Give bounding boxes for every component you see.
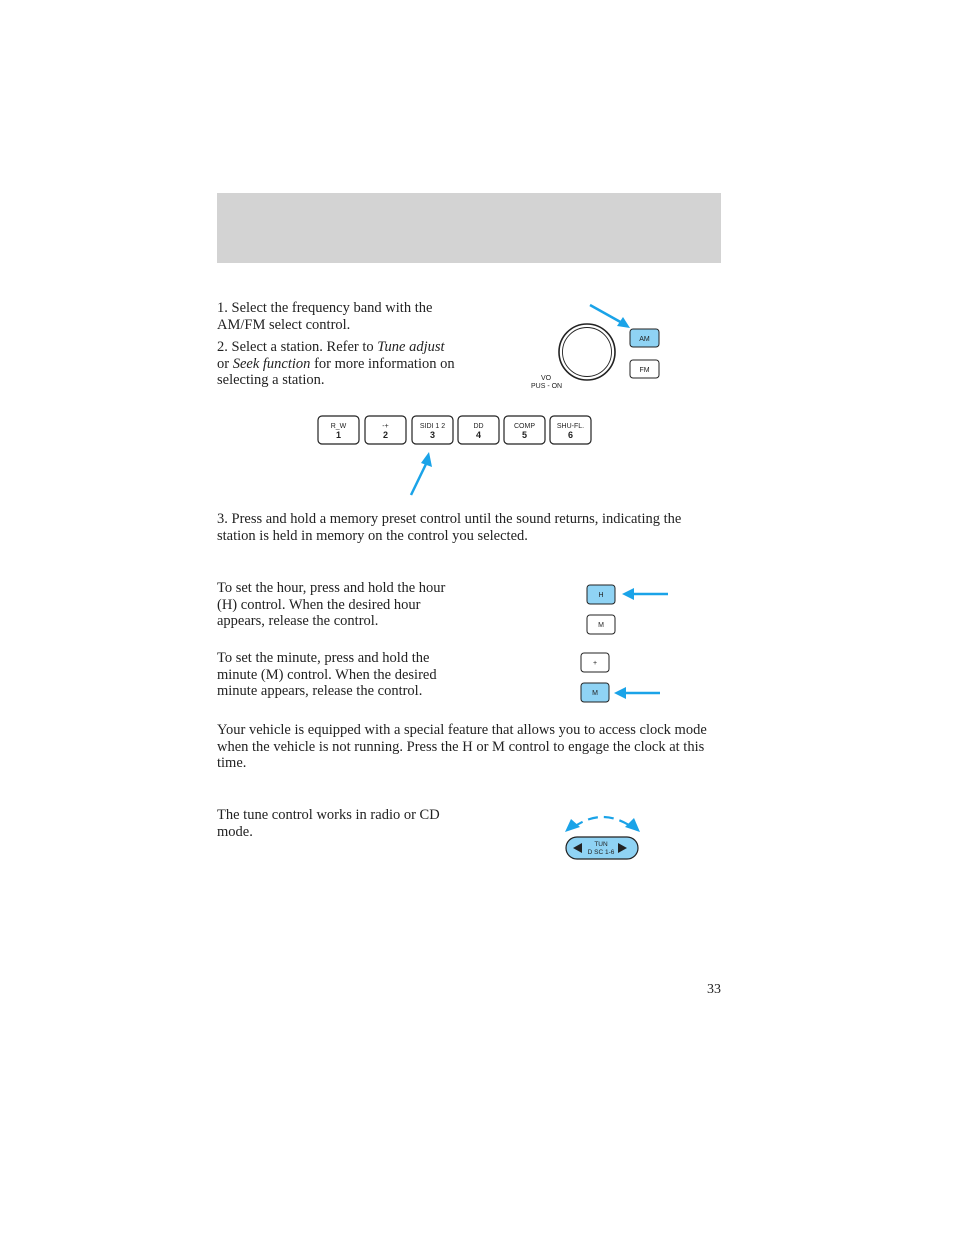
volume-knob[interactable] — [559, 324, 615, 380]
svg-text:4: 4 — [475, 430, 482, 440]
svg-text:R_W: R_W — [330, 423, 347, 430]
clock-hour-text: To set the hour, press and hold the hour (H) control. When the desired hour appears, release the control. — [217, 580, 446, 629]
clock-minute-text: To set the minute, press and hold the minute (M) control. When the desired minute appears, release the control. — [217, 650, 437, 699]
preset-button-5[interactable] — [504, 416, 545, 444]
step-3-text: 3. Press and hold a memory preset control until the sound returns, indicating the station is held in memory on the control you selected. — [217, 511, 682, 544]
svg-text:DD: DD — [473, 423, 484, 430]
arrow-to-am-icon — [590, 305, 630, 328]
section-header-band — [217, 193, 721, 263]
preset-buttons — [316, 414, 596, 499]
step-2-text: 2. Select a station. Refer to Tune adjust or Seek function for more information on selecting a station. — [217, 339, 455, 388]
step-1-text: 1. Select the frequency band with the AM/FM select control. — [217, 300, 433, 333]
svg-text:1: 1 — [335, 430, 342, 440]
tune-text: The tune control works in radio or CD mode. — [217, 807, 440, 840]
svg-text:SHU-FL.: SHU-FL. — [556, 423, 585, 430]
svg-text:SIDI 1 2: SIDI 1 2 — [419, 423, 446, 430]
page-number: 33 — [707, 982, 721, 997]
tune-arrows-icon — [565, 817, 640, 832]
svg-text:H: H — [598, 592, 604, 599]
svg-text:-+: -+ — [382, 423, 389, 430]
radio-illustration — [520, 300, 670, 395]
tune-illustration — [560, 805, 650, 865]
am-label: AM — [639, 336, 650, 343]
svg-text:M: M — [592, 690, 598, 697]
clock-feature-text: Your vehicle is equipped with a special feature that allows you to access clock mode when the vehicle is not running. Press the H or M control to engage the clock at this time. — [217, 722, 707, 771]
svg-text:COMP: COMP — [514, 423, 535, 430]
svg-text:6: 6 — [567, 430, 574, 440]
svg-text:D SC 1-6: D SC 1-6 — [587, 849, 615, 856]
fm-label: FM — [639, 367, 650, 374]
preset-button-2[interactable] — [365, 416, 406, 444]
preset-button-3[interactable] — [412, 416, 453, 444]
arrow-to-preset-icon — [411, 452, 432, 495]
clock-minute-illustration — [575, 650, 670, 710]
svg-text:+: + — [592, 660, 598, 667]
volume-label: VO — [541, 375, 552, 382]
preset-button-4[interactable] — [458, 416, 499, 444]
arrow-to-hour-icon — [622, 588, 668, 600]
svg-text:TUN: TUN — [594, 841, 608, 848]
svg-text:3: 3 — [429, 430, 436, 440]
arrow-to-minute-icon — [614, 687, 660, 699]
svg-text:M: M — [598, 622, 604, 629]
svg-text:5: 5 — [521, 430, 528, 440]
push-on-label: PUS - ON — [531, 383, 563, 390]
svg-text:2: 2 — [382, 430, 389, 440]
clock-hour-illustration — [580, 580, 675, 640]
preset-button-6[interactable] — [550, 416, 591, 444]
preset-button-1[interactable] — [318, 416, 359, 444]
